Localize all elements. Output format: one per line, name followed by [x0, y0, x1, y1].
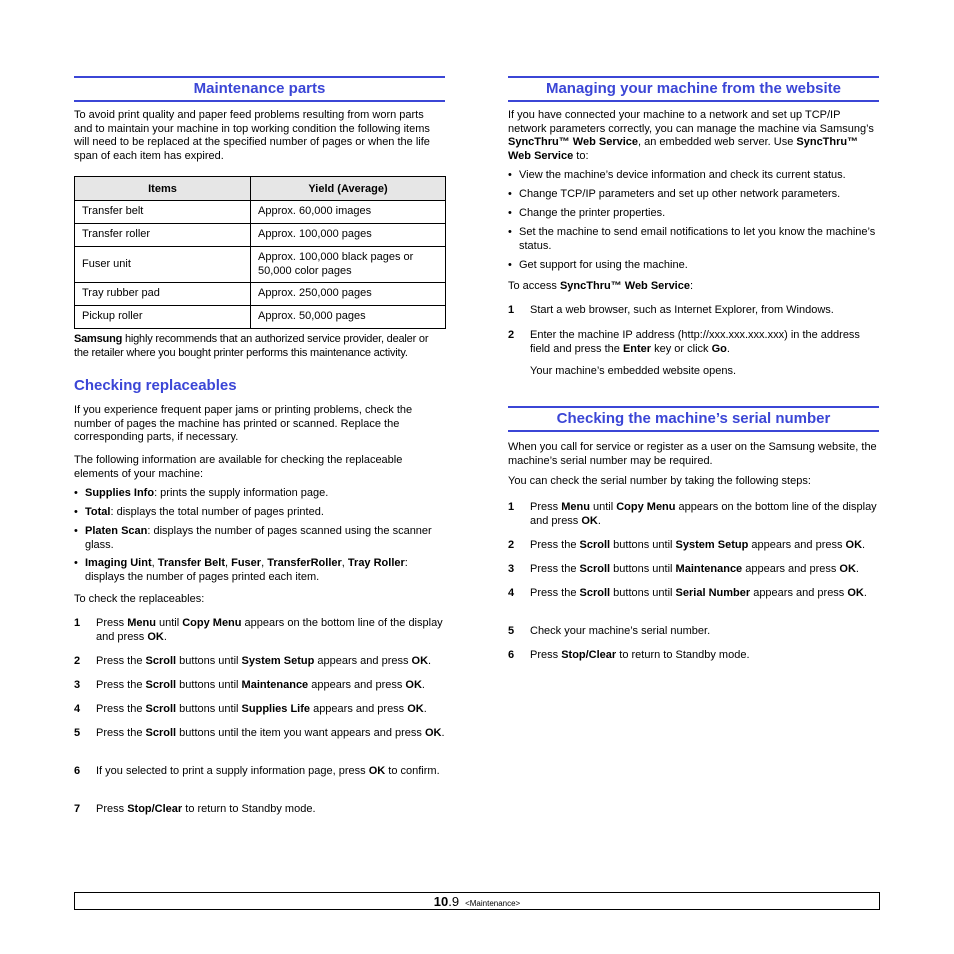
checking-paragraph-1: If you experience frequent paper jams or printing problems, check the number of pages the machine has printed or scanned. Replace the corresponding parts, if necessary.: [74, 404, 413, 444]
bullet-text: Change the printer properties.: [519, 207, 666, 219]
serial-paragraph-1: When you call for service or register as a user on the Samsung website, the machine’s serial number may be required.: [508, 441, 877, 467]
maintenance-parts-table: [74, 176, 446, 329]
bullet-term: Fuser: [231, 557, 262, 569]
page-footer: [74, 892, 880, 910]
table-cell: Approx. 100,000 black pages or 50,000 color pages: [251, 247, 446, 283]
subheading-checking-replaceables: Checking replaceables: [74, 377, 237, 394]
bullet-icon: •: [74, 557, 78, 569]
bullet-text: : displays the number of pages printed each item.: [85, 557, 408, 583]
bullet-text: : displays the total number of pages printed.: [110, 506, 324, 518]
table-row: [75, 306, 446, 329]
bullet-term: Supplies Info: [85, 487, 155, 499]
bullet-term: Imaging Uint: [85, 557, 152, 569]
step-number: 4: [74, 703, 81, 715]
table-row: [75, 201, 446, 224]
bullet-term: Transfer Belt: [157, 557, 225, 569]
step-number: 3: [74, 679, 81, 691]
step-text: Start a web browser, such as Internet Explorer, from Windows.: [530, 304, 834, 316]
maintenance-note: [74, 333, 445, 360]
bullet-icon: •: [508, 188, 512, 200]
section-title: Maintenance parts: [193, 80, 326, 97]
bullet-separator: ,: [341, 557, 348, 569]
bullet-icon: •: [74, 506, 78, 518]
step-number: 4: [508, 587, 515, 599]
bullet-separator: ,: [224, 557, 232, 569]
table-cell: Approx. 60,000 images: [251, 201, 446, 224]
section-title: Managing your machine from the website: [545, 80, 842, 97]
table-cell: Tray rubber pad: [75, 283, 251, 306]
step-number: 3: [508, 563, 515, 575]
step-number: 2: [74, 655, 81, 667]
serial-paragraph-2: You can check the serial number by taking the following steps:: [508, 475, 811, 487]
step-number: 7: [74, 803, 81, 815]
table-cell: Approx. 100,000 pages: [251, 224, 446, 247]
bullet-separator: ,: [151, 557, 158, 569]
brand-name: Samsung: [74, 333, 123, 345]
bullet-icon: •: [74, 525, 78, 537]
page-number-page: .9: [448, 894, 460, 909]
bullet-term: Tray Roller: [347, 557, 405, 569]
step-number: 2: [508, 329, 515, 341]
bullet-icon: •: [508, 259, 512, 271]
table-header-yield: Yield (Average): [251, 177, 446, 201]
step-number: 2: [508, 539, 515, 551]
step-text: Check your machine’s serial number.: [530, 625, 711, 637]
bullet-term: Total: [85, 506, 111, 518]
note-text: highly recommends that an authorized service provider, dealer or the retailer where you bought printer performs this maintenance activity.: [74, 333, 429, 359]
web-result: Your machine’s embedded website opens.: [530, 365, 737, 377]
section-header-maintenance-parts: [74, 76, 445, 102]
bullet-icon: •: [508, 207, 512, 219]
bullet-text: Change TCP/IP parameters and set up other network parameters.: [519, 188, 841, 200]
bullet-text: View the machine’s device information and check its current status.: [519, 169, 846, 181]
maintenance-intro: To avoid print quality and paper feed problems resulting from worn parts and to maintain your machine in top working condition the following items will need to be replaced at the specified number of pages or when the life span of each item has expired.: [74, 109, 430, 163]
step-number: 5: [74, 727, 81, 739]
checking-paragraph-2: The following information are available for checking the replaceable elements of your machine:: [74, 454, 403, 480]
table-cell: Pickup roller: [75, 306, 251, 329]
bullet-separator: ,: [261, 557, 268, 569]
bullet-term: TransferRoller: [267, 557, 342, 569]
bullet-text: Get support for using the machine.: [519, 259, 688, 271]
bullet-term: Platen Scan: [85, 525, 148, 537]
step-number: 1: [508, 501, 515, 513]
section-header-website: [508, 76, 879, 102]
bullet-text: Set the machine to send email notifications to let you know the machine’s status.: [519, 226, 876, 252]
bullet-text: : displays the number of pages scanned using the scanner glass.: [85, 525, 432, 551]
table-cell: Approx. 250,000 pages: [251, 283, 446, 306]
section-header-serial-number: [508, 406, 879, 432]
website-intro: If you have connected your machine to a network and set up TCP/IP network parameters correctly, you can manage the machine via Samsung’s SyncThru™ Web Service, an embedded web server. Use SyncThru™ Web Service to:: [508, 109, 874, 163]
table-cell: Fuser unit: [75, 247, 251, 283]
table-row: [75, 283, 446, 306]
table-header-row: [75, 177, 446, 201]
bullet-icon: •: [74, 487, 78, 499]
footer-chapter-label: <Maintenance>: [465, 899, 521, 908]
table-row: [75, 247, 446, 283]
step-number: 1: [74, 617, 81, 629]
table-cell: Approx. 50,000 pages: [251, 306, 446, 329]
table-row: [75, 224, 446, 247]
step-number: 6: [74, 765, 81, 777]
page-number-chapter: 10: [433, 894, 449, 909]
bullet-icon: •: [508, 226, 512, 238]
to-check-label: To check the replaceables:: [74, 593, 205, 605]
bullet-icon: •: [508, 169, 512, 181]
table-header-items: Items: [75, 177, 251, 201]
access-label: To access SyncThru™ Web Service:: [508, 280, 694, 292]
bullet-text: : prints the supply information page.: [154, 487, 329, 499]
section-title: Checking the machine’s serial number: [556, 410, 831, 427]
step-number: 5: [508, 625, 515, 637]
step-number: 6: [508, 649, 515, 661]
table-cell: Transfer roller: [75, 224, 251, 247]
step-number: 1: [508, 304, 515, 316]
table-cell: Transfer belt: [75, 201, 251, 224]
